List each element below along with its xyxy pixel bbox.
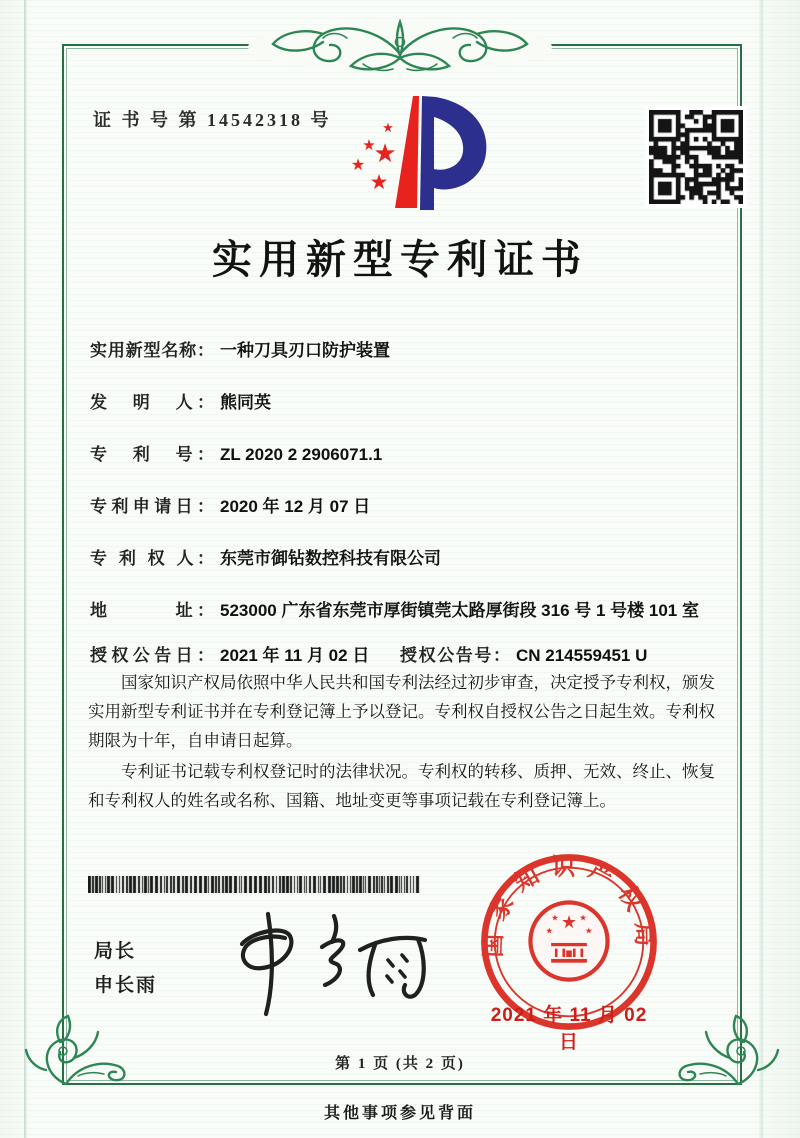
barcode [88, 876, 420, 893]
commissioner-signature [222, 892, 434, 1020]
certificate-title: 实用新型专利证书 [212, 237, 588, 282]
field-row-address [90, 596, 722, 625]
field-label: 发 明 人： [90, 393, 214, 412]
field-value: CN 214559451 U [516, 646, 648, 665]
seal-ring-text: 国家知识产权局 [479, 853, 659, 958]
svg-text:★: ★ [350, 155, 366, 174]
legal-paragraph-2: 专利证书记载专利权登记时的法律状况。专利权的转移、质押、无效、终止、恢复和专利权人的姓名或名称、国籍、地址变更等事项记载在专利登记簿上。 [88, 762, 715, 810]
field-value: 东莞市御钻数控科技有限公司 [220, 549, 441, 568]
scan-right-edge [759, 0, 763, 1138]
field-row-patentee [90, 544, 722, 573]
barcode-block [88, 876, 420, 893]
legal-paragraph-1: 国家知识产权局依照中华人民共和国专利法经过初步审查，决定授予专利权，颁发实用新型专利证书并在专利登记簿上予以登记。专利权自授权公告之日起生效。专利权期限为十年，自申请日起算。 [88, 673, 715, 750]
field-value: ZL 2020 2 2906071.1 [220, 445, 383, 464]
field-label: 实用新型名称： [90, 341, 214, 360]
commissioner-name: 申长雨 [94, 975, 158, 996]
svg-text:★: ★ [362, 136, 376, 154]
svg-text:★: ★ [560, 911, 578, 933]
field-grant-date [90, 641, 400, 670]
field-row-filing-date [90, 492, 722, 521]
field-value: 一种刀具刃口防护装置 [220, 341, 390, 360]
svg-text:★: ★ [382, 121, 394, 136]
svg-text:★: ★ [551, 912, 559, 923]
svg-text:★: ★ [579, 912, 587, 923]
commissioner-title: 局长 [94, 941, 137, 962]
svg-text:★: ★ [584, 925, 593, 936]
legal-text-block [88, 668, 722, 817]
svg-text:★: ★ [373, 139, 397, 169]
field-label: 授权公告日： [90, 646, 214, 665]
field-value: 2020 年 12 月 07 日 [220, 497, 371, 516]
field-label: 授权公告号： [400, 646, 510, 665]
cnipa-logo-icon [333, 90, 511, 218]
field-value: 2021 年 11 月 02 日 [220, 646, 370, 665]
qr-code [649, 110, 743, 204]
field-value: 熊同英 [220, 393, 271, 412]
field-row-patent-number [90, 440, 722, 469]
field-label: 专 利 权 人： [90, 549, 214, 568]
field-label: 地 址： [90, 601, 214, 620]
field-row-grant [90, 641, 722, 670]
seal-date: 2021 年 11 月 02 日 [490, 1005, 648, 1053]
national-emblem-icon [530, 903, 607, 980]
fields-block [90, 336, 722, 693]
field-value: 523000 广东省东莞市厚街镇莞太路厚街段 316 号 1 号楼 101 室 [220, 601, 699, 620]
qr-code-block [645, 106, 747, 208]
field-row-name [90, 336, 722, 365]
back-side-note: 其他事项参见背面 [323, 1105, 476, 1122]
top-ornament [243, 14, 557, 80]
page-number: 第 1 页 (共 2 页) [335, 1056, 465, 1072]
field-label: 专利申请日： [90, 497, 214, 516]
scan-left-edge [24, 0, 27, 1138]
field-label: 专 利 号： [90, 445, 214, 464]
field-row-inventor [90, 388, 722, 417]
certificate-number: 证 书 号 第 14542318 号 [93, 110, 332, 130]
svg-text:★: ★ [369, 170, 389, 194]
field-grant-number [400, 641, 722, 670]
svg-text:★: ★ [545, 925, 554, 936]
